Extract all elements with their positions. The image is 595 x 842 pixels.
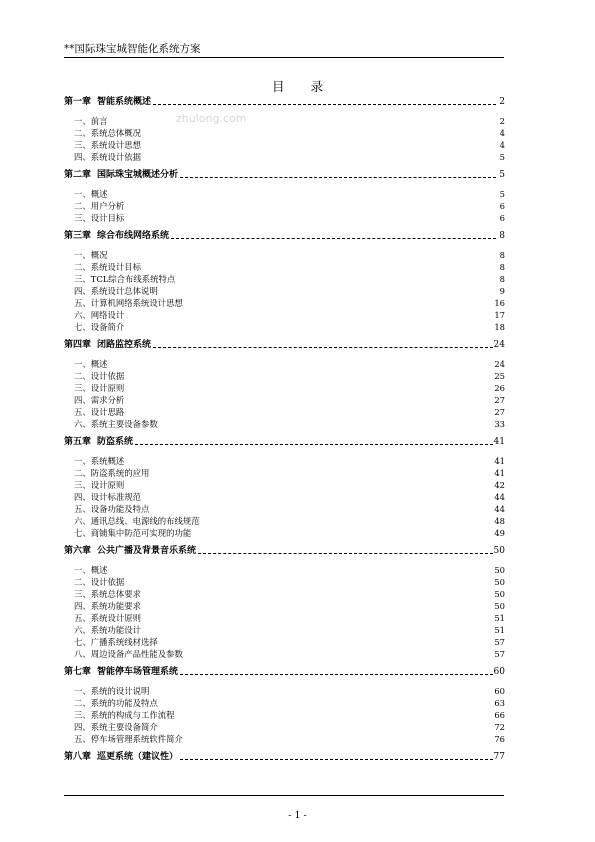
toc-chapter xyxy=(64,169,505,224)
toc-section-label: 三、系统设计思想 xyxy=(74,140,141,150)
toc-chapter-number: 第一章 xyxy=(64,97,92,107)
toc-section-page: 48 xyxy=(494,516,505,526)
toc-section-page: 8 xyxy=(499,274,505,284)
toc-section-label: 七、广播系统线材选择 xyxy=(74,637,158,647)
toc-section-label: 三、设计原则 xyxy=(74,480,125,490)
toc-section-label: 一、系统的设计说明 xyxy=(74,686,150,696)
toc-chapter-label xyxy=(64,666,178,678)
toc-section-row[interactable] xyxy=(64,455,505,467)
toc-chapter-number: 第八章 xyxy=(64,752,92,762)
toc-section-page: 25 xyxy=(494,371,505,381)
toc-section-label: 七、设备简介 xyxy=(74,322,125,332)
toc-chapter xyxy=(64,230,505,333)
toc-section-label: 六、网络设计 xyxy=(74,310,125,320)
toc-section-page: 76 xyxy=(494,734,505,744)
table-of-contents xyxy=(64,96,505,770)
toc-section-page: 44 xyxy=(494,492,505,502)
toc-section-page: 17 xyxy=(494,310,505,320)
toc-chapter-label xyxy=(64,436,133,448)
toc-chapter xyxy=(64,96,505,163)
toc-section-label: 四、设计标准规范 xyxy=(74,492,141,502)
toc-section-page: 5 xyxy=(499,152,505,162)
toc-section-row[interactable] xyxy=(64,394,505,406)
toc-section-page: 8 xyxy=(499,250,505,260)
toc-section-page: 4 xyxy=(499,128,505,138)
toc-section-row[interactable] xyxy=(64,685,505,697)
toc-title-part1: 目 xyxy=(271,79,285,94)
toc-section-page: 42 xyxy=(494,480,505,490)
toc-section-row[interactable] xyxy=(64,151,505,163)
toc-section-row[interactable] xyxy=(64,249,505,261)
toc-section-page: 50 xyxy=(494,601,505,611)
toc-chapter-label xyxy=(64,96,151,108)
toc-section-row[interactable] xyxy=(64,503,505,515)
toc-section-label: 五、系统设计原则 xyxy=(74,613,141,623)
toc-section-label: 四、系统设计依据 xyxy=(74,152,141,162)
toc-section-row[interactable] xyxy=(64,467,505,479)
toc-section-page: 51 xyxy=(494,613,505,623)
toc-leader xyxy=(153,104,496,105)
toc-section-label: 二、用户分析 xyxy=(74,201,125,211)
toc-section-row[interactable] xyxy=(64,527,505,539)
toc-section-row[interactable] xyxy=(64,612,505,624)
toc-section-label: 四、系统功能要求 xyxy=(74,601,141,611)
toc-chapter-title: 公共广播及背景音乐系统 xyxy=(97,546,197,556)
toc-section-page: 41 xyxy=(494,456,505,466)
toc-section-row[interactable] xyxy=(64,370,505,382)
toc-chapter xyxy=(64,339,505,430)
toc-section-page: 18 xyxy=(494,322,505,332)
toc-chapter-row[interactable] xyxy=(64,545,505,557)
toc-chapter-label xyxy=(64,751,178,763)
toc-section-page: 16 xyxy=(494,298,505,308)
toc-leader xyxy=(135,444,493,445)
toc-chapter-row[interactable] xyxy=(64,666,505,678)
toc-chapter-number: 第六章 xyxy=(64,546,92,556)
toc-section-label: 八、周边设备产品性能及参数 xyxy=(74,649,183,659)
toc-section-page: 33 xyxy=(494,419,505,429)
toc-section-row[interactable] xyxy=(64,600,505,612)
toc-chapter-label xyxy=(64,545,196,557)
watermark: zhulong.com xyxy=(176,112,247,125)
toc-section-label: 一、概况 xyxy=(74,250,108,260)
toc-section-label: 二、防盗系统的应用 xyxy=(74,468,150,478)
toc-chapter-title: 综合布线网络系统 xyxy=(97,231,170,241)
toc-section-row[interactable] xyxy=(64,321,505,333)
toc-leader xyxy=(153,347,493,348)
toc-leader xyxy=(180,674,493,675)
toc-section-row[interactable] xyxy=(64,358,505,370)
footer-rule xyxy=(64,795,504,796)
toc-chapter-label xyxy=(64,169,178,181)
toc-chapter-page: 50 xyxy=(493,546,505,556)
toc-section-label: 五、计算机网络系统设计思想 xyxy=(74,298,183,308)
toc-chapter xyxy=(64,436,505,539)
toc-section-row[interactable] xyxy=(64,382,505,394)
toc-section-label: 四、需求分析 xyxy=(74,395,125,405)
toc-section-page: 4 xyxy=(499,140,505,150)
toc-section-label: 六、通讯总线、电源线的布线规范 xyxy=(74,516,200,526)
toc-section-row[interactable] xyxy=(64,418,505,430)
toc-section-row[interactable] xyxy=(64,733,505,745)
toc-section-page: 8 xyxy=(499,262,505,272)
toc-section-row[interactable] xyxy=(64,273,505,285)
toc-chapter-number: 第四章 xyxy=(64,340,92,350)
toc-leader xyxy=(180,759,493,760)
toc-section-row[interactable] xyxy=(64,624,505,636)
toc-chapter-number: 第七章 xyxy=(64,667,92,677)
toc-section-page: 6 xyxy=(499,201,505,211)
toc-section-page: 63 xyxy=(494,698,505,708)
toc-section-label: 三、设计原则 xyxy=(74,383,125,393)
toc-leader xyxy=(198,553,493,554)
toc-section-page: 72 xyxy=(494,722,505,732)
toc-section-page: 5 xyxy=(499,189,505,199)
toc-section-row[interactable] xyxy=(64,479,505,491)
toc-section-page: 26 xyxy=(494,383,505,393)
toc-section-label: 五、设备功能及特点 xyxy=(74,504,150,514)
toc-leader xyxy=(171,238,496,239)
toc-chapter-row[interactable] xyxy=(64,96,505,108)
toc-chapter-title: 闭路监控系统 xyxy=(97,340,152,350)
toc-chapter-page: 2 xyxy=(499,97,505,107)
toc-section-row[interactable] xyxy=(64,709,505,721)
toc-section-label: 六、系统主要设备参数 xyxy=(74,419,158,429)
toc-section-row[interactable] xyxy=(64,127,505,139)
toc-section-row[interactable] xyxy=(64,115,505,127)
toc-chapter xyxy=(64,666,505,745)
toc-chapter-page: 5 xyxy=(499,170,505,180)
toc-section-label: 五、停车场管理系统软件简介 xyxy=(74,734,183,744)
toc-section-row[interactable] xyxy=(64,188,505,200)
toc-section-label: 三、系统的构成与工作流程 xyxy=(74,710,175,720)
toc-section-label: 一、前言 xyxy=(74,116,108,126)
toc-section-row[interactable] xyxy=(64,406,505,418)
toc-chapter-title: 智能系统概述 xyxy=(97,97,152,107)
toc-section-page: 27 xyxy=(494,407,505,417)
toc-chapter-label xyxy=(64,230,169,242)
toc-chapter-page: 8 xyxy=(499,231,505,241)
toc-section-row[interactable] xyxy=(64,697,505,709)
toc-section-page: 27 xyxy=(494,395,505,405)
toc-section-label: 七、商铺集中防范可实现的功能 xyxy=(74,528,192,538)
toc-section-page: 44 xyxy=(494,504,505,514)
toc-chapter-number: 第五章 xyxy=(64,437,92,447)
toc-section-row[interactable] xyxy=(64,297,505,309)
toc-chapter-page: 24 xyxy=(493,340,505,350)
toc-section-page: 57 xyxy=(494,649,505,659)
toc-section-row[interactable] xyxy=(64,588,505,600)
toc-section-row[interactable] xyxy=(64,576,505,588)
toc-section-row[interactable] xyxy=(64,564,505,576)
toc-chapter-row[interactable] xyxy=(64,751,505,763)
toc-section-page: 24 xyxy=(494,359,505,369)
toc-section-label: 五、设计思路 xyxy=(74,407,125,417)
toc-section-label: 一、概述 xyxy=(74,359,108,369)
toc-title xyxy=(0,77,595,95)
toc-title-part2: 录 xyxy=(310,79,324,94)
toc-section-label: 三、设计目标 xyxy=(74,213,125,223)
toc-section-label: 二、系统总体概况 xyxy=(74,128,141,138)
toc-section-label: 二、设计依据 xyxy=(74,371,125,381)
toc-leader xyxy=(180,177,496,178)
toc-section-label: 二、系统的功能及特点 xyxy=(74,698,158,708)
toc-section-row[interactable] xyxy=(64,648,505,660)
toc-section-label: 二、设计依据 xyxy=(74,577,125,587)
toc-section-page: 6 xyxy=(499,213,505,223)
toc-section-label: 一、系统概述 xyxy=(74,456,125,466)
page-number: - 1 - xyxy=(288,810,307,821)
toc-section-row[interactable] xyxy=(64,139,505,151)
header-rule xyxy=(64,57,504,58)
toc-chapter-row[interactable] xyxy=(64,436,505,448)
toc-section-page: 60 xyxy=(494,686,505,696)
toc-section-label: 四、系统主要设备简介 xyxy=(74,722,158,732)
toc-section-page: 49 xyxy=(494,528,505,538)
toc-chapter-title: 国际珠宝城概述分析 xyxy=(97,170,179,180)
toc-section-label: 一、概述 xyxy=(74,189,108,199)
toc-chapter xyxy=(64,545,505,660)
toc-section-label: 三、TCL综合布线系统特点 xyxy=(74,274,176,284)
toc-section-row[interactable] xyxy=(64,212,505,224)
toc-section-label: 四、系统设计总体说明 xyxy=(74,286,158,296)
toc-section-row[interactable] xyxy=(64,515,505,527)
toc-section-row[interactable] xyxy=(64,200,505,212)
toc-section-page: 2 xyxy=(499,116,505,126)
toc-section-page: 51 xyxy=(494,625,505,635)
toc-section-label: 二、系统设计目标 xyxy=(74,262,141,272)
toc-chapter-row[interactable] xyxy=(64,339,505,351)
toc-section-label: 三、系统总体要求 xyxy=(74,589,141,599)
toc-section-label: 一、概述 xyxy=(74,565,108,575)
toc-section-row[interactable] xyxy=(64,721,505,733)
toc-section-row[interactable] xyxy=(64,309,505,321)
toc-chapter-page: 60 xyxy=(493,667,505,677)
toc-section-page: 66 xyxy=(494,710,505,720)
running-header: **国际珠宝城智能化系统方案 xyxy=(64,43,201,55)
toc-chapter-number: 第三章 xyxy=(64,231,92,241)
toc-chapter-number: 第二章 xyxy=(64,170,92,180)
toc-section-page: 50 xyxy=(494,565,505,575)
toc-section-page: 9 xyxy=(499,286,505,296)
toc-section-label: 六、系统功能设计 xyxy=(74,625,141,635)
toc-section-row[interactable] xyxy=(64,261,505,273)
toc-chapter xyxy=(64,751,505,763)
toc-section-page: 50 xyxy=(494,589,505,599)
toc-chapter-title: 防盗系统 xyxy=(97,437,134,447)
toc-chapter-row[interactable] xyxy=(64,230,505,242)
toc-chapter-title: 智能停车场管理系统 xyxy=(97,667,179,677)
toc-chapter-row[interactable] xyxy=(64,169,505,181)
toc-section-row[interactable] xyxy=(64,491,505,503)
toc-section-page: 50 xyxy=(494,577,505,587)
toc-section-page: 57 xyxy=(494,637,505,647)
toc-chapter-title: 巡更系统（建议性） xyxy=(97,752,179,762)
toc-section-row[interactable] xyxy=(64,636,505,648)
toc-chapter-label xyxy=(64,339,151,351)
toc-chapter-page: 41 xyxy=(493,437,505,447)
toc-section-page: 41 xyxy=(494,468,505,478)
toc-chapter-page: 77 xyxy=(493,752,505,762)
toc-section-row[interactable] xyxy=(64,285,505,297)
